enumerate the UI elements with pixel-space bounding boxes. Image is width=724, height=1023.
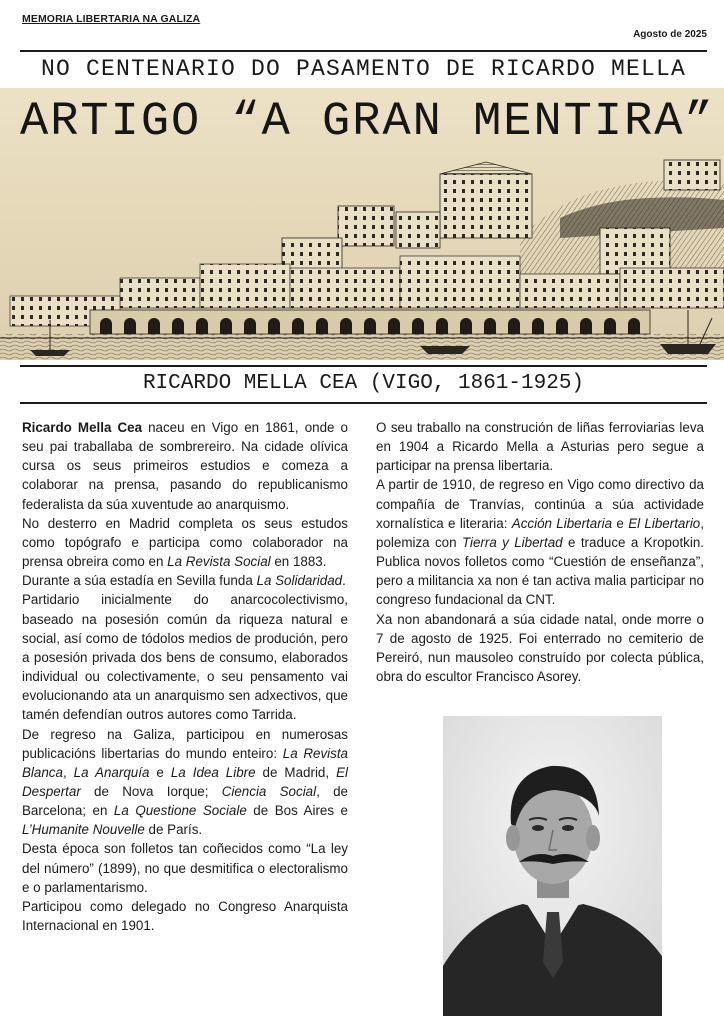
subject-name: Ricardo Mella Cea: [22, 420, 143, 435]
top-rule: [20, 50, 707, 52]
left-column: [22, 418, 348, 935]
paragraph: Ricardo Mella Cea naceu en Vigo en 1861, onde o seu pai traballaba de sombrereiro. Na cidade olívica cursa os seus primeiros estudios e comeza a colaborar na prensa, pasando do republicanismo federalista da súa xuventude ao anarquismo.: [22, 420, 348, 512]
paragraph: Participou como delegado no Congreso Anarquista Internacional en 1901.: [22, 898, 348, 934]
portrait-photo: [443, 716, 662, 1016]
right-column: [376, 418, 704, 686]
paragraph: De regreso na Galiza, participou en numerosas publicacións libertarias do mundo enteiro: La Revista Blanca, La Anarquía e La Idea Libre de Madrid, El Despertar de Nova Iorque; Ciencia Social, de Barcelona; en La Questione Sociale de Bos Aires e L’Humanite Nouvelle de París.: [22, 726, 348, 838]
section-title: RICARDO MELLA CEA (VIGO, 1861-1925): [142, 372, 585, 395]
paragraph: A partir de 1910, de regreso en Vigo como directivo da compañía de Tranvías, continúa a súa actividade xornalística e literaria: Acción Libertaria e El Libertario, polemiza con Tierra y Libertad e traduce a Kropotkin. Publica novos folletos como “Cuestión de enseñanza”, pero a militancia xa non é tan activa malia participar no congreso fundacional da CNT.: [376, 477, 704, 608]
paragraph: O seu traballo na construción de liñas ferroviarias leva en 1904 a Ricardo Mella a Asturias pero segue a participar na prensa libertaria.: [376, 420, 704, 474]
issue-date: Agosto de 2025: [633, 29, 707, 40]
section-bottom-rule: [20, 402, 707, 404]
kicker-title: NO CENTENARIO DO PASAMENTO DE RICARDO MELLA: [40, 56, 687, 82]
paragraph: Xa non abandonará a súa cidade natal, onde morre o 7 de agosto de 1925. Foi enterrado no cemiterio de Pereiró, nun mausoleo construído por colecta pública, obra do escultor Francisco Asorey.: [376, 611, 704, 685]
paragraph: Desta época son folletos tan coñecidos como “La ley del número” (1899), no que desmitifica o electoralismo e o parlamentarismo.: [22, 841, 348, 895]
paragraph: Partidario inicialmente do anarcocolectivismo, baseado na posesión común da riqueza natural e social, así como de tódolos medios de produción, pero a posesión privada dos bens de consumo, elaborados individual ou colectivamente, o seu pensamento vai evolucionando ata un anarquismo sen adxectivos, que tamén defendían outros autores como Tarrida.: [22, 592, 348, 723]
masthead: MEMORIA LIBERTARIA NA GALIZA: [22, 13, 201, 25]
paragraph: Durante a súa estadía en Sevilla funda La Solidaridad.: [22, 573, 346, 589]
paragraph: No desterro en Madrid completa os seus estudos como topógrafo e participa como colaborador na prensa obreira como en La Revista Social en 1883.: [22, 515, 348, 570]
headline: ARTIGO “A GRAN MENTIRA”: [20, 96, 715, 149]
waterfront-arcade: [90, 310, 650, 334]
section-top-rule: [20, 365, 707, 367]
